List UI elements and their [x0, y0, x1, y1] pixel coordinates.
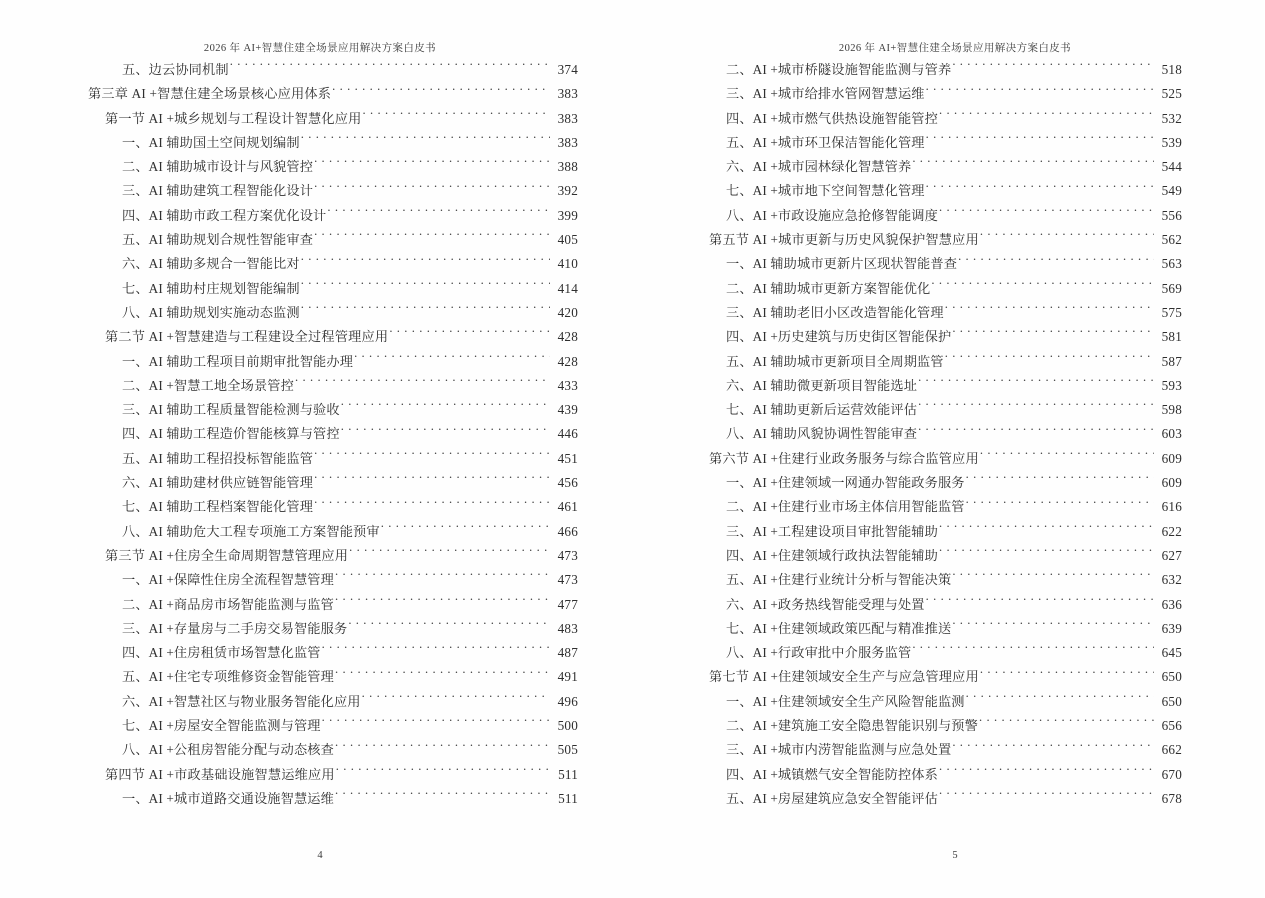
page-left [0, 0, 632, 898]
toc-entry-title: 二、AI +城市桥隧设施智能监测与管养 [726, 62, 952, 77]
toc-entry-item[interactable] [122, 593, 578, 617]
toc-leader-dots [979, 717, 1154, 730]
toc-leader-dots [939, 207, 1154, 220]
toc-entry-title: 第二节 AI +智慧建造与工程建设全过程管理应用 [105, 329, 389, 345]
toc-entry-item[interactable] [122, 301, 578, 325]
toc-entry-title: 二、AI +智慧工地全场景管控 [122, 377, 294, 393]
toc-entry-item[interactable] [726, 787, 1182, 811]
toc-leader-dots [926, 182, 1154, 195]
toc-entry-item[interactable] [726, 155, 1182, 179]
page-number-left: 4 [317, 850, 323, 861]
toc-entry-item[interactable] [122, 495, 578, 519]
toc-entry-page-number: 627 [1161, 547, 1182, 563]
toc-entry-item[interactable] [726, 714, 1182, 738]
toc-entry-title: 五、边云协同机制 [122, 62, 229, 77]
toc-entry-title: 五、AI +住宅专项维修资金智能管理 [122, 669, 334, 685]
toc-entry-title: 一、AI +城市道路交通设施智慧运维 [122, 790, 334, 806]
toc-entry-item[interactable] [726, 544, 1182, 568]
toc-entry-title: 一、AI 辅助国土空间规划编制 [122, 134, 300, 150]
toc-leader-dots [926, 134, 1154, 147]
toc-entry-title: 五、AI 辅助工程招投标智能监管 [122, 450, 314, 466]
toc-leader-dots [327, 207, 550, 220]
toc-entry-item[interactable] [122, 665, 578, 689]
toc-leader-dots [912, 644, 1154, 657]
toc-entry-page-number: 575 [1161, 304, 1182, 320]
toc-entry-title: 一、AI +保障性住房全流程智慧管理 [122, 572, 334, 588]
toc-entry-page-number: 399 [557, 207, 578, 223]
toc-entry-item[interactable] [726, 593, 1182, 617]
toc-entry-item[interactable] [726, 374, 1182, 398]
toc-entry-page-number: 477 [557, 596, 578, 612]
toc-entry-page-number: 609 [1161, 475, 1182, 491]
toc-entry-item[interactable] [122, 690, 578, 714]
toc-entry-item[interactable] [122, 422, 578, 446]
toc-entry-title: 七、AI +住建领域政策匹配与精准推送 [726, 620, 952, 636]
toc-entry-item[interactable] [726, 471, 1182, 495]
toc-entry-section[interactable] [709, 447, 1182, 471]
toc-entry-page-number: 581 [1161, 329, 1182, 345]
toc-entry-title: 第三章 AI +智慧住建全场景核心应用体系 [88, 86, 332, 102]
toc-entry-item[interactable] [122, 398, 578, 422]
toc-leader-dots [952, 328, 1154, 341]
toc-leader-dots [335, 595, 550, 608]
toc-entry-page-number: 446 [557, 426, 578, 442]
toc-entry-item[interactable] [122, 228, 578, 252]
toc-entry-title: 四、AI 辅助工程造价智能核算与管控 [122, 426, 340, 442]
toc-leader-dots [335, 571, 550, 584]
running-header-left: 2026 年 AI+智慧住建全场景应用解决方案白皮书 [203, 43, 437, 54]
toc-entry-page-number: 569 [1161, 280, 1182, 296]
toc-entry-item[interactable] [726, 131, 1182, 155]
toc-entry-item[interactable] [122, 131, 578, 155]
toc-entry-title: 第六节 AI +住建行业政务服务与综合监管应用 [709, 450, 979, 466]
toc-entry-title: 六、AI 辅助微更新项目智能选址 [726, 377, 918, 393]
toc-entry-title: 三、AI +城市内涝智能监测与应急处置 [726, 742, 952, 758]
toc-entry-page-number: 645 [1161, 645, 1182, 661]
toc-entry-title: 七、AI 辅助更新后运营效能评估 [726, 402, 918, 418]
toc-entry-page-number: 414 [557, 280, 578, 296]
toc-entry-page-number: 511 [558, 790, 578, 806]
toc-leader-dots [314, 450, 550, 463]
toc-entry-item[interactable] [726, 179, 1182, 203]
toc-entry-page-number: 678 [1161, 790, 1182, 806]
toc-entry-page-number: 456 [557, 475, 578, 491]
toc-entry-page-number: 593 [1161, 377, 1182, 393]
toc-entry-page-number: 392 [557, 183, 578, 199]
toc-entry-title: 二、AI +建筑施工安全隐患智能识别与预警 [726, 718, 978, 734]
toc-entry-section[interactable] [709, 228, 1182, 252]
toc-entry-page-number: 451 [557, 450, 578, 466]
toc-entry-item[interactable] [122, 447, 578, 471]
toc-entry-title: 一、AI 辅助工程项目前期审批智能办理 [122, 353, 354, 369]
toc-leader-dots [952, 741, 1154, 754]
toc-leader-dots [341, 425, 550, 438]
toc-leader-dots [389, 328, 550, 341]
toc-leader-dots [939, 765, 1154, 778]
page-right [632, 0, 1264, 898]
toc-entry-page-number: 639 [1161, 620, 1182, 636]
toc-entry-section[interactable] [105, 544, 578, 568]
toc-entry-page-number: 636 [1161, 596, 1182, 612]
toc-entry-title: 二、AI +住建行业市场主体信用智能监管 [726, 499, 965, 515]
toc-entry-title: 二、AI +商品房市场智能监测与监管 [122, 596, 334, 612]
toc-entry-item[interactable] [726, 277, 1182, 301]
toc-entry-title: 一、AI +住建领域一网通办智能政务服务 [726, 475, 965, 491]
toc-entry-item[interactable] [726, 82, 1182, 106]
toc-entry-item[interactable] [726, 350, 1182, 374]
toc-entry-title: 三、AI +工程建设项目审批智能辅助 [726, 523, 938, 539]
toc-entry-page-number: 544 [1161, 159, 1182, 175]
toc-entry-item[interactable] [726, 520, 1182, 544]
toc-entry-item[interactable] [122, 471, 578, 495]
toc-entry-item[interactable] [122, 374, 578, 398]
toc-leader-dots [322, 644, 550, 657]
toc-entry-page-number: 496 [557, 693, 578, 709]
toc-leader-dots [980, 668, 1154, 681]
toc-entry-page-number: 609 [1161, 450, 1182, 466]
toc-entry-title: 四、AI +城市燃气供热设施智能管控 [726, 110, 938, 126]
toc-entry-page-number: 518 [1161, 62, 1182, 77]
toc-entry-item[interactable] [122, 155, 578, 179]
toc-entry-item[interactable] [726, 641, 1182, 665]
toc-entry-item[interactable] [726, 422, 1182, 446]
toc-leader-dots [912, 158, 1154, 171]
toc-entry-page-number: 556 [1161, 207, 1182, 223]
toc-leader-dots [335, 668, 550, 681]
toc-entry-title: 四、AI +历史建筑与历史街区智能保护 [726, 329, 952, 345]
toc-leader-dots [926, 595, 1154, 608]
toc-leader-dots [980, 450, 1154, 463]
toc-entry-item[interactable] [122, 252, 578, 276]
toc-leader-dots [945, 352, 1154, 365]
toc-entry-title: 五、AI +房屋建筑应急安全智能评估 [726, 790, 938, 806]
toc-entry-item[interactable] [726, 107, 1182, 131]
toc-entry-page-number: 650 [1161, 669, 1182, 685]
toc-leader-dots [301, 134, 550, 147]
toc-entry-page-number: 374 [557, 62, 578, 77]
toc-leader-dots [958, 255, 1154, 268]
toc-entry-item[interactable] [726, 738, 1182, 762]
toc-entry-page-number: 483 [557, 620, 578, 636]
toc-leader-dots [335, 790, 550, 803]
toc-leader-dots [952, 61, 1154, 74]
toc-entry-page-number: 383 [557, 86, 578, 102]
toc-entry-item[interactable] [726, 568, 1182, 592]
toc-entry-page-number: 616 [1161, 499, 1182, 515]
toc-entry-title: 六、AI 辅助多规合一智能比对 [122, 256, 300, 272]
toc-entry-title: 一、AI 辅助城市更新片区现状智能普查 [726, 256, 958, 272]
toc-leader-dots [349, 547, 550, 560]
toc-entry-title: 八、AI 辅助风貌协调性智能审查 [726, 426, 918, 442]
toc-entry-page-number: 587 [1161, 353, 1182, 369]
toc-entry-page-number: 549 [1161, 183, 1182, 199]
toc-entry-item[interactable] [122, 641, 578, 665]
toc-leader-dots [341, 401, 550, 414]
running-header-right: 2026 年 AI+智慧住建全场景应用解决方案白皮书 [838, 43, 1072, 54]
toc-entry-item[interactable] [122, 714, 578, 738]
toc-entry-title: 六、AI +城市园林绿化智慧管养 [726, 159, 912, 175]
toc-entry-title: 六、AI 辅助建材供应链智能管理 [122, 475, 314, 491]
toc-entry-item[interactable] [122, 568, 578, 592]
toc-entry-title: 三、AI 辅助建筑工程智能化设计 [122, 183, 314, 199]
toc-entry-page-number: 428 [557, 329, 578, 345]
toc-entry-page-number: 405 [557, 232, 578, 248]
toc-entry-page-number: 473 [557, 547, 578, 563]
toc-entry-page-number: 563 [1161, 256, 1182, 272]
toc-entry-page-number: 491 [557, 669, 578, 685]
toc-entry-page-number: 500 [557, 718, 578, 734]
toc-entry-title: 五、AI 辅助城市更新项目全周期监管 [726, 353, 944, 369]
toc-entry-title: 七、AI +城市地下空间智慧化管理 [726, 183, 925, 199]
toc-leader-dots [381, 522, 550, 535]
toc-entry-item[interactable] [726, 204, 1182, 228]
toc-entry-page-number: 428 [557, 353, 578, 369]
toc-leader-dots [335, 741, 550, 754]
toc-entry-title: 五、AI +城市环卫保洁智能化管理 [726, 134, 925, 150]
toc-leader-dots [332, 85, 550, 98]
toc-entry-title: 八、AI 辅助危大工程专项施工方案智能预审 [122, 523, 380, 539]
toc-entry-page-number: 383 [557, 110, 578, 126]
toc-entry-page-number: 433 [557, 377, 578, 393]
toc-entry-item[interactable] [122, 350, 578, 374]
toc-entry-page-number: 487 [557, 645, 578, 661]
toc-entry-title: 七、AI 辅助工程档案智能化管理 [122, 499, 314, 515]
toc-entry-page-number: 525 [1161, 86, 1182, 102]
toc-leader-dots [926, 85, 1154, 98]
toc-entry-page-number: 539 [1161, 134, 1182, 150]
toc-entry-page-number: 632 [1161, 572, 1182, 588]
toc-leader-dots [314, 231, 550, 244]
toc-entry-item[interactable] [122, 179, 578, 203]
toc-leader-dots [301, 255, 550, 268]
toc-entry-section[interactable] [105, 763, 578, 787]
toc-entry-title: 一、AI +住建领域安全生产风险智能监测 [726, 693, 965, 709]
toc-leader-dots [314, 498, 550, 511]
toc-entry-page-number: 562 [1161, 232, 1182, 248]
toc-entry-item[interactable] [122, 520, 578, 544]
toc-entry-section[interactable] [105, 107, 578, 131]
toc-entry-page-number: 622 [1161, 523, 1182, 539]
toc-entry-title: 三、AI +城市给排水管网智慧运维 [726, 86, 925, 102]
toc-entry-section[interactable] [709, 665, 1182, 689]
toc-entry-item[interactable] [726, 690, 1182, 714]
toc-entry-page-number: 388 [557, 159, 578, 175]
toc-entry-title: 三、AI +存量房与二手房交易智能服务 [122, 620, 348, 636]
toc-entry-page-number: 598 [1161, 402, 1182, 418]
toc-leader-dots [980, 231, 1154, 244]
toc-entry-page-number: 466 [557, 523, 578, 539]
toc-leader-dots [314, 158, 550, 171]
page-number-right: 5 [952, 850, 958, 861]
toc-entry-title: 八、AI +行政审批中介服务监管 [726, 645, 912, 661]
toc-leader-dots [322, 717, 550, 730]
toc-entry-title: 第五节 AI +城市更新与历史风貌保护智慧应用 [709, 232, 979, 248]
toc-leader-dots [945, 304, 1154, 317]
toc-entry-item[interactable] [726, 617, 1182, 641]
toc-entry-page-number: 532 [1161, 110, 1182, 126]
toc-list-left [88, 58, 578, 811]
toc-entry-title: 二、AI 辅助城市设计与风貌管控 [122, 159, 314, 175]
toc-entry-title: 第一节 AI +城乡规划与工程设计智慧化应用 [105, 110, 362, 126]
toc-entry-section[interactable] [105, 325, 578, 349]
toc-entry-title: 四、AI 辅助市政工程方案优化设计 [122, 207, 327, 223]
toc-leader-dots [362, 693, 550, 706]
toc-entry-title: 八、AI +公租房智能分配与动态核查 [122, 742, 334, 758]
toc-leader-dots [939, 522, 1154, 535]
toc-entry-title: 八、AI 辅助规划实施动态监测 [122, 304, 300, 320]
toc-entry-title: 五、AI +住建行业统计分析与智能决策 [726, 572, 952, 588]
toc-entry-page-number: 670 [1161, 766, 1182, 782]
toc-entry-title: 四、AI +城镇燃气安全智能防控体系 [726, 766, 938, 782]
toc-entry-title: 第七节 AI +住建领域安全生产与应急管理应用 [709, 669, 979, 685]
toc-leader-dots [314, 474, 550, 487]
toc-entry-title: 三、AI 辅助工程质量智能检测与验收 [122, 402, 340, 418]
toc-leader-dots [301, 304, 550, 317]
toc-entry-page-number: 511 [558, 766, 578, 782]
toc-entry-title: 七、AI +房屋安全智能监测与管理 [122, 718, 321, 734]
toc-leader-dots [966, 693, 1154, 706]
toc-leader-dots [230, 61, 550, 74]
toc-entry-chapter[interactable] [88, 82, 578, 106]
toc-entry-page-number: 505 [557, 742, 578, 758]
toc-entry-page-number: 420 [557, 304, 578, 320]
toc-entry-title: 六、AI +智慧社区与物业服务智能化应用 [122, 693, 361, 709]
toc-leader-dots [354, 352, 550, 365]
toc-entry-item[interactable] [726, 495, 1182, 519]
toc-entry-page-number: 461 [557, 499, 578, 515]
toc-leader-dots [348, 620, 550, 633]
toc-entry-item[interactable] [122, 204, 578, 228]
toc-entry-title: 四、AI +住建领域行政执法智能辅助 [726, 547, 938, 563]
toc-entry-item[interactable] [726, 325, 1182, 349]
toc-leader-dots [363, 109, 550, 122]
toc-leader-dots [918, 425, 1154, 438]
toc-entry-title: 四、AI +住房租赁市场智慧化监管 [122, 645, 321, 661]
toc-entry-item[interactable] [122, 277, 578, 301]
toc-entry-page-number: 650 [1161, 693, 1182, 709]
toc-entry-title: 第三节 AI +住房全生命周期智慧管理应用 [105, 547, 349, 563]
toc-entry-item[interactable] [122, 738, 578, 762]
toc-leader-dots [966, 474, 1154, 487]
toc-entry-page-number: 473 [557, 572, 578, 588]
toc-entry-title: 三、AI 辅助老旧小区改造智能化管理 [726, 304, 944, 320]
toc-leader-dots [336, 765, 550, 778]
toc-leader-dots [931, 279, 1154, 292]
toc-leader-dots [295, 377, 550, 390]
toc-entry-page-number: 439 [557, 402, 578, 418]
toc-entry-page-number: 603 [1161, 426, 1182, 442]
toc-leader-dots [918, 401, 1154, 414]
toc-entry-item[interactable] [726, 763, 1182, 787]
toc-leader-dots [939, 109, 1154, 122]
toc-leader-dots [314, 182, 550, 195]
toc-entry-page-number: 662 [1161, 742, 1182, 758]
toc-entry-title: 八、AI +市政设施应急抢修智能调度 [726, 207, 938, 223]
toc-leader-dots [952, 571, 1154, 584]
toc-entry-item[interactable] [122, 58, 578, 82]
toc-entry-item[interactable] [726, 301, 1182, 325]
toc-entry-item[interactable] [122, 787, 578, 811]
toc-entry-title: 第四节 AI +市政基础设施智慧运维应用 [105, 766, 335, 782]
toc-leader-dots [952, 620, 1154, 633]
toc-leader-dots [301, 279, 550, 292]
toc-entry-title: 二、AI 辅助城市更新方案智能优化 [726, 280, 931, 296]
toc-entry-item[interactable] [122, 617, 578, 641]
toc-entry-item[interactable] [726, 398, 1182, 422]
toc-leader-dots [939, 547, 1154, 560]
toc-entry-page-number: 656 [1161, 718, 1182, 734]
toc-leader-dots [939, 790, 1154, 803]
toc-leader-dots [966, 498, 1154, 511]
toc-entry-item[interactable] [726, 252, 1182, 276]
toc-entry-page-number: 383 [557, 134, 578, 150]
toc-entry-page-number: 410 [557, 256, 578, 272]
toc-entry-title: 七、AI 辅助村庄规划智能编制 [122, 280, 300, 296]
toc-list-right [692, 58, 1182, 811]
toc-entry-title: 五、AI 辅助规划合规性智能审查 [122, 232, 314, 248]
toc-leader-dots [918, 377, 1154, 390]
toc-entry-item[interactable] [726, 58, 1182, 82]
toc-entry-title: 六、AI +政务热线智能受理与处置 [726, 596, 925, 612]
